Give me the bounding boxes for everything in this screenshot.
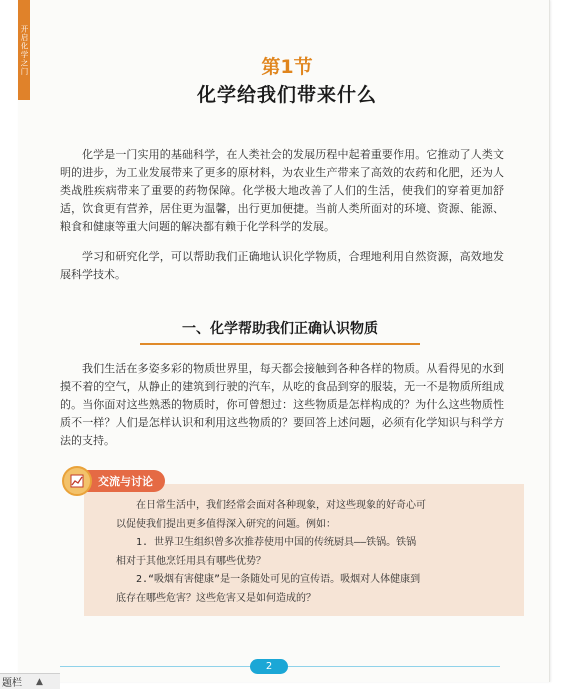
chapter-side-tab: 开启化学之门 [18, 0, 30, 100]
subsection-title: 一、化学帮助我们正确认识物质 [140, 318, 420, 345]
discussion-label-text: 交流与讨论 [84, 470, 165, 492]
discussion-label [62, 466, 165, 496]
intro-paragraph-2: 学习和研究化学，可以帮助我们正确地认识化学物质，合理地利用自然资源，高效地发展科学技术。 [60, 250, 504, 281]
page-number-badge: 2 [250, 659, 288, 674]
intro-paragraph-1: 化学是一门实用的基础科学，在人类社会的发展历程中起着重要作用。它推动了人类文明的进步，为工业发展带来了更多的原材料，为农业生产带来了高效的农药和化肥，还为人类战胜疾病带来了重要的药物保障。化学极大地改善了人们的生活，使我们的穿着更加舒适，饮食更有营养，居住更为温馨，出行更加便捷。当前人类所面对的环境、资源、能源、粮食和健康等重大问题的解决都有赖于化学科学的发展。 [60, 148, 504, 233]
discussion-line-2: 以促使我们提出更多值得深入研究的问题。例如： [116, 518, 336, 530]
taskbar-label: 题栏 [2, 678, 22, 689]
discussion-line-1: 在日常生活中，我们经常会面对各种现象，对这些现象的好奇心可 [136, 500, 426, 511]
taskbar-fragment[interactable] [0, 673, 60, 689]
discussion-question-1: 1. 世界卫生组织曾多次推荐使用中国的传统厨具——铁锅。铁锅 [136, 537, 417, 548]
section-number: 第1节 [261, 56, 313, 78]
section-title: 化学给我们带来什么 [196, 84, 377, 106]
discussion-question-1-cont: 相对于其他烹饪用具有哪些优势？ [116, 555, 266, 567]
subsection-paragraph: 我们生活在多姿多彩的物质世界里，每天都会接触到各种各样的物质。从看得见的水到摸不着的空气，从静止的建筑到行驶的汽车，从吃的食品到穿的服装，无一不是物质所组成的。当你面对这些熟悉的物质时，你可曾想过：这些物质是怎样构成的？为什么这些物质性质不一样？人们是怎样认识和利用这些物质的？要回答上述问题，必须有化学知识与科学方法的支持。 [60, 362, 504, 447]
discussion-chart-icon [62, 466, 92, 496]
discussion-text [116, 497, 508, 608]
chevron-up-icon[interactable]: ▲ [36, 676, 43, 687]
discussion-question-2-cont: 底存在哪些危害？这些危害又是如何造成的？ [116, 592, 316, 604]
discussion-question-2: 2.“吸烟有害健康”是一条随处可见的宣传语。吸烟对人体健康到 [136, 574, 421, 585]
